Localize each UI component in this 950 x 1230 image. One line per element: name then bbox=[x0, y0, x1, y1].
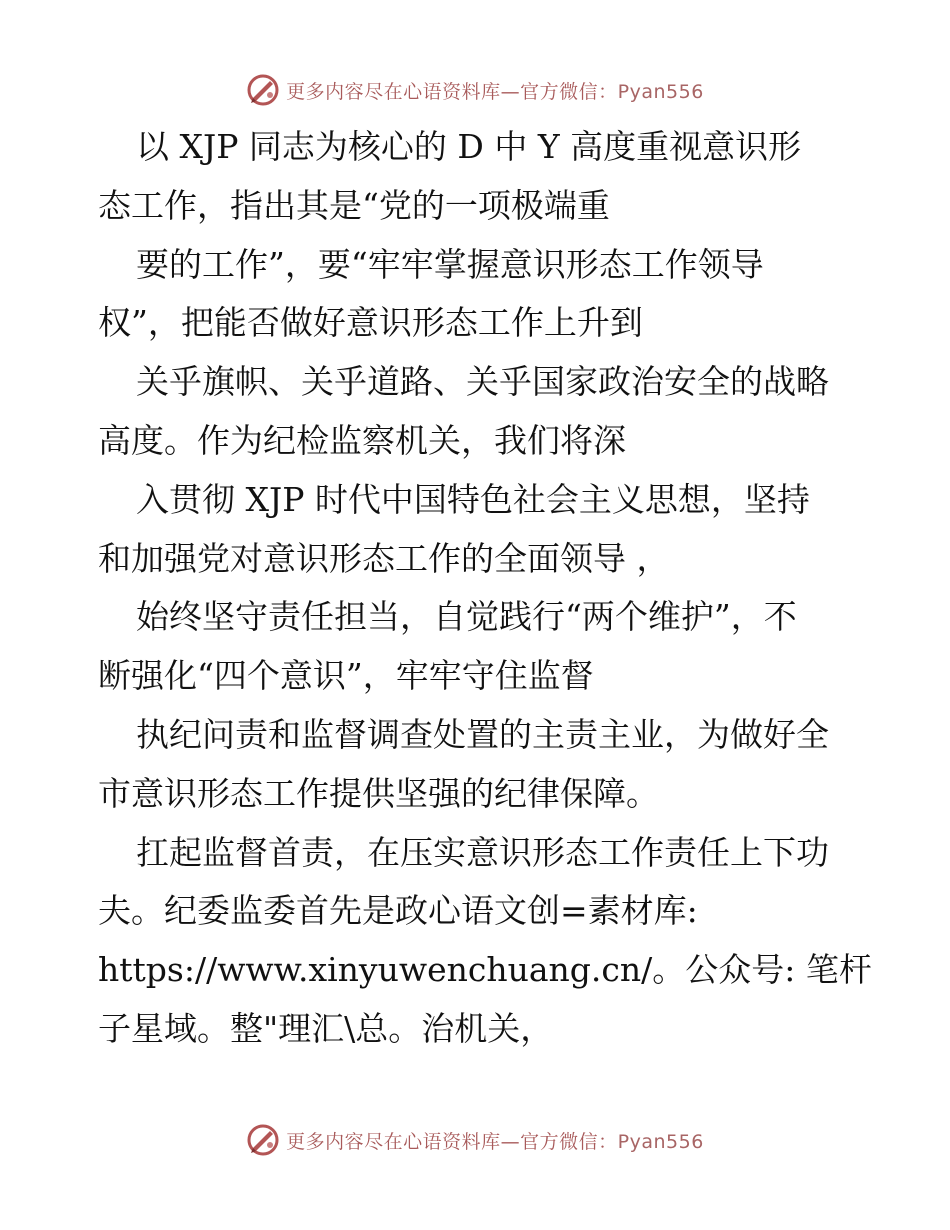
text-line: 子星域。整"理汇\总。治机关， bbox=[98, 1008, 554, 1048]
text-line: 要的工作”，要“牢牢掌握意识形态工作领导 bbox=[136, 244, 764, 284]
pen-logo-icon bbox=[246, 73, 280, 107]
document-body bbox=[98, 118, 872, 1059]
watermark-text: 更多内容尽在心语资料库—官方微信：Pyan556 bbox=[286, 1130, 704, 1153]
text-line: 入贯彻 XJP 时代中国特色社会主义思想，坚持 bbox=[136, 479, 810, 519]
text-line: 始终坚守责任担当，自觉践行“两个维护”，不 bbox=[136, 597, 797, 637]
text-line: 高度。作为纪检监察机关，我们将深 bbox=[98, 420, 626, 460]
text-line: 夫。纪委监委首先是政心语文创=素材库: bbox=[98, 891, 698, 931]
pen-logo-icon bbox=[246, 1123, 280, 1157]
header-watermark bbox=[0, 70, 950, 110]
text-line: 态工作，指出其是“党的一项极端重 bbox=[98, 185, 610, 225]
text-line: 关乎旗帜、关乎道路、关乎国家政治安全的战略 bbox=[136, 362, 829, 402]
text-line: 权”，把能否做好意识形态工作上升到 bbox=[98, 303, 643, 343]
text-line: 执纪问责和监督调查处置的主责主业，为做好全 bbox=[136, 714, 829, 754]
text-line: 断强化“四个意识”，牢牢守住监督 bbox=[98, 656, 594, 696]
footer-watermark bbox=[0, 1120, 950, 1160]
text-line: 扛起监督首责，在压实意识形态工作责任上下功 bbox=[136, 832, 829, 872]
text-line: https://www.xinyuwenchuang.cn/。公众号: 笔杆 bbox=[98, 950, 872, 990]
text-line: 和加强党对意识形态工作的全面领导 ， bbox=[98, 538, 670, 578]
watermark-text: 更多内容尽在心语资料库—官方微信：Pyan556 bbox=[286, 80, 704, 103]
text-line: 以 XJP 同志为核心的 D 中 Y 高度重视意识形 bbox=[136, 127, 802, 166]
text-line: 市意识形态工作提供坚强的纪律保障。 bbox=[98, 773, 659, 813]
